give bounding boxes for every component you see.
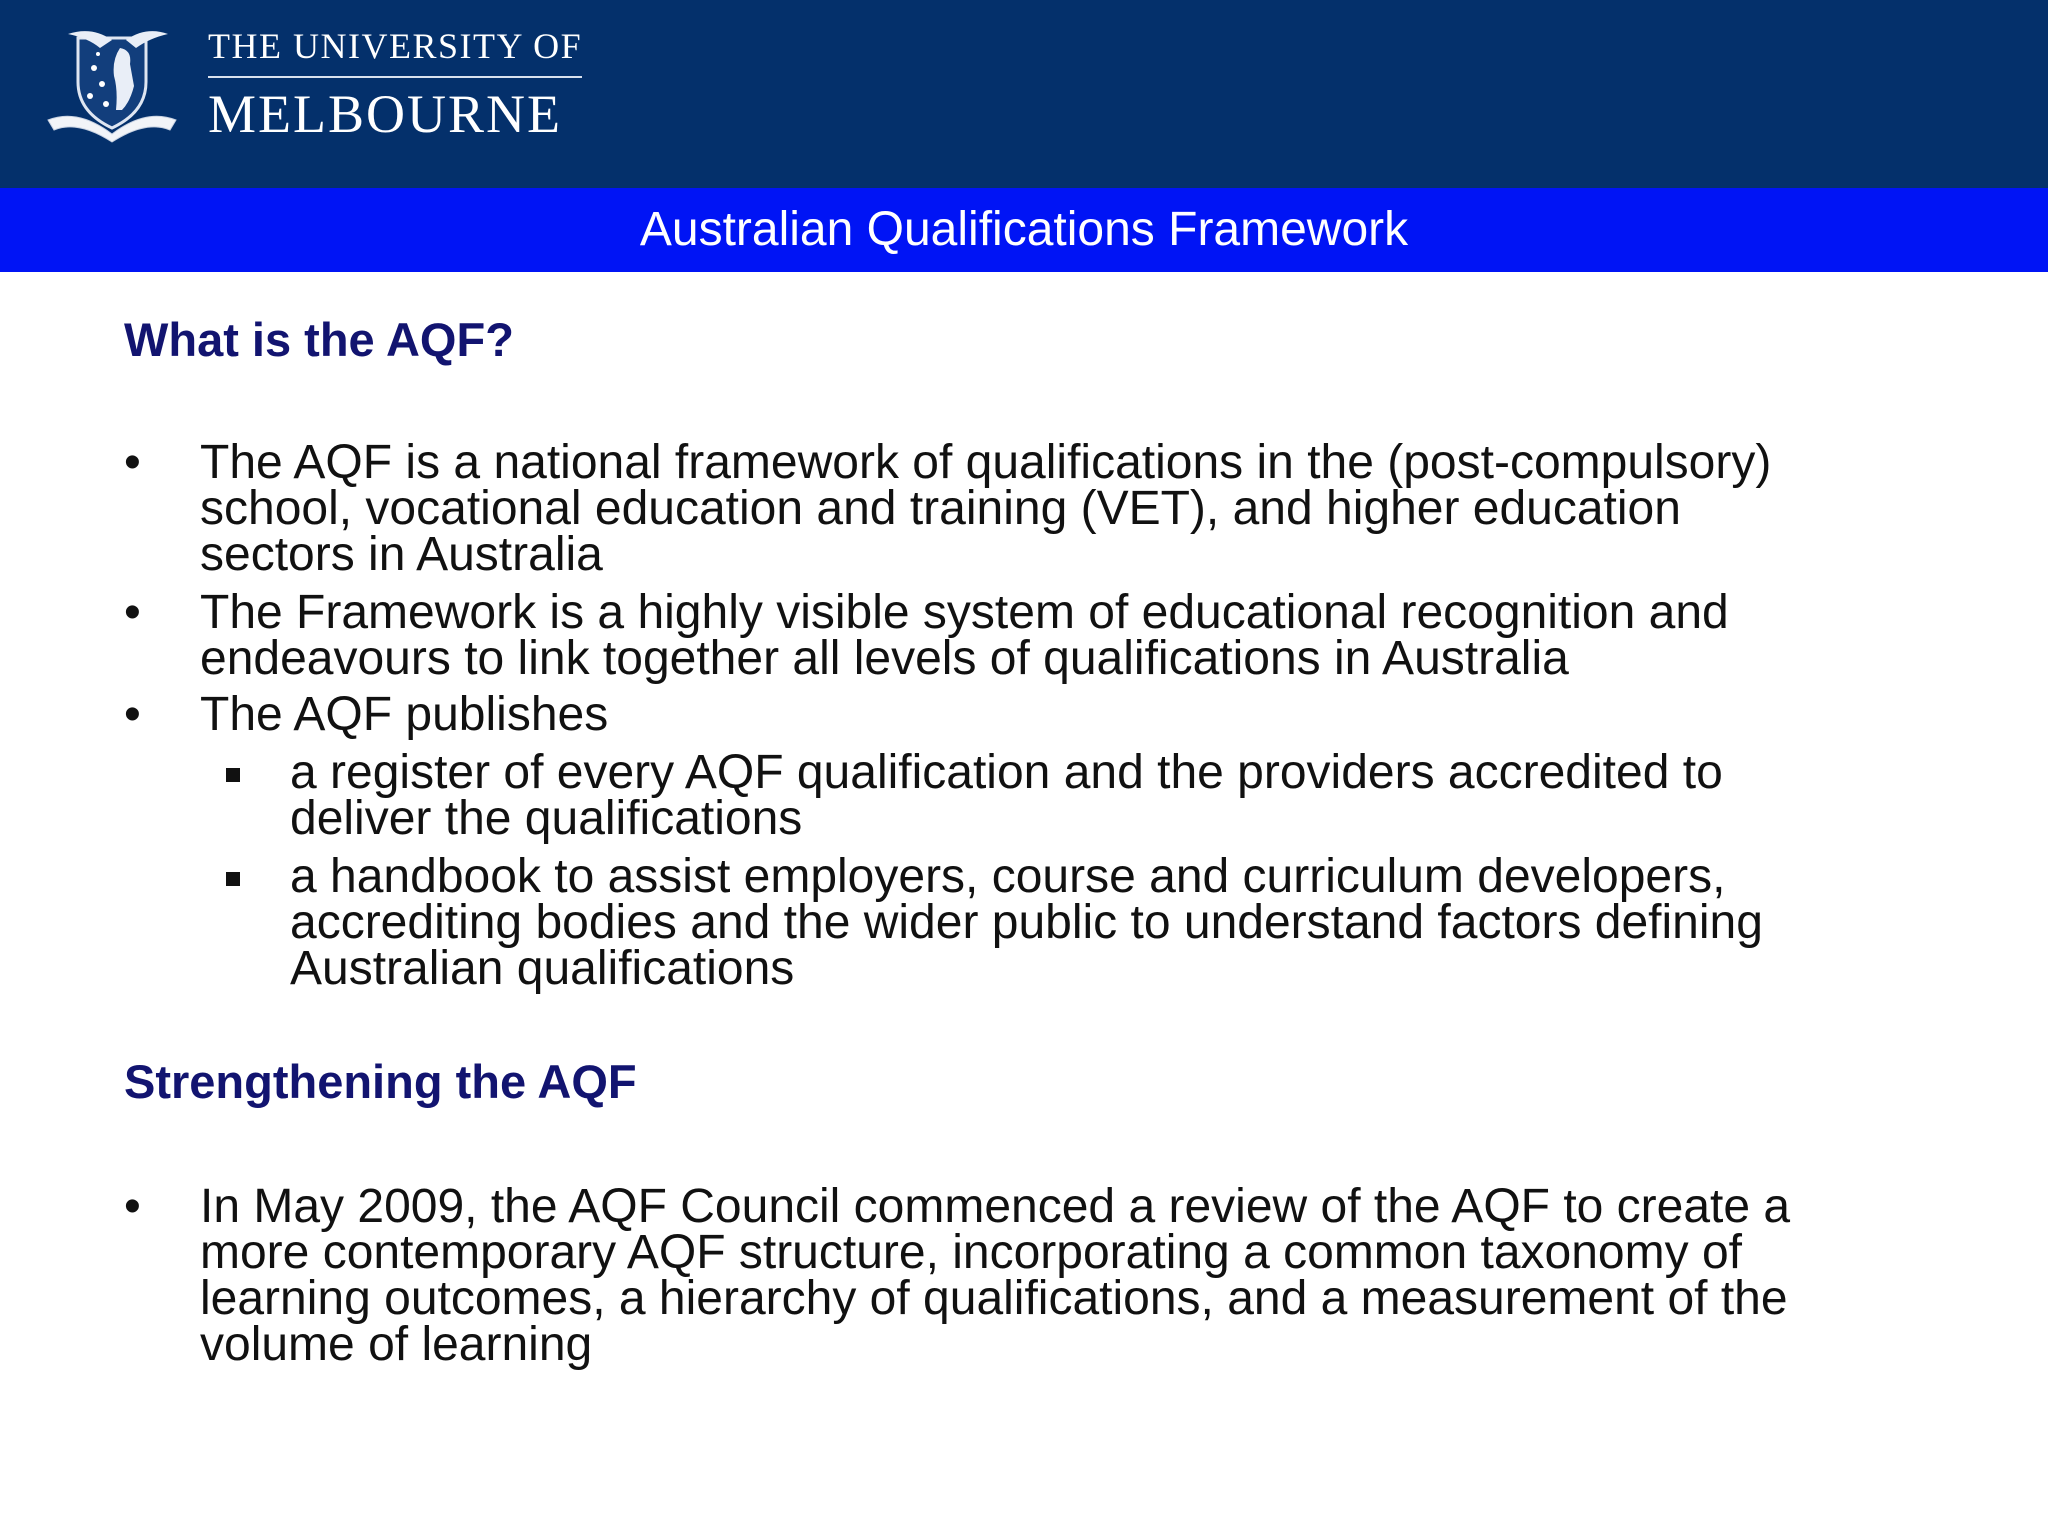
bullet-dot: • <box>124 436 141 489</box>
university-crest-logo <box>42 24 182 144</box>
sub-bullet-line: a handbook to assist employers, course and curriculum developers, <box>290 850 1726 903</box>
bullet-line: volume of learning <box>200 1318 593 1371</box>
university-wordmark <box>208 22 582 146</box>
university-name-line2: MELBOURNE <box>208 84 562 144</box>
bullet-line: The Framework is a highly visible system of educational recognition and <box>200 586 1729 639</box>
header-band <box>0 0 2048 188</box>
bullet-line: more contemporary AQF structure, incorporating a common taxonomy of <box>200 1226 1742 1279</box>
bullet-item <box>124 1180 1924 1371</box>
bullet-item <box>124 436 1924 581</box>
bullet-item <box>124 688 1924 741</box>
sub-bullet-line: accrediting bodies and the wider public to understand factors defining <box>290 896 1763 949</box>
bullet-text <box>200 586 2010 685</box>
sub-bullet-line: deliver the qualifications <box>290 792 803 845</box>
bullet-line: The AQF publishes <box>200 688 609 741</box>
sub-bullet-text <box>290 850 2048 995</box>
square-bullet-icon <box>226 872 240 886</box>
bullet-line: In May 2009, the AQF Council commenced a review of the AQF to create a <box>200 1180 1791 1233</box>
sub-bullet-line: Australian qualifications <box>290 942 795 995</box>
bullet-line: learning outcomes, a hierarchy of qualifications, and a measurement of the <box>200 1272 1788 1325</box>
bullet-text <box>200 436 2010 581</box>
bullet-text <box>200 688 2010 741</box>
bullet-line: endeavours to link together all levels of qualifications in Australia <box>200 632 1569 685</box>
bullet-dot: • <box>124 688 141 741</box>
bullet-text <box>200 1180 2010 1371</box>
title-band <box>0 188 2048 272</box>
bullet-line: The AQF is a national framework of qualifications in the (post-compulsory) <box>200 436 1772 489</box>
bullet-item <box>124 586 1924 685</box>
bullet-line: sectors in Australia <box>200 528 603 581</box>
section-heading-what-is-aqf: What is the AQF? <box>124 313 514 366</box>
university-name-line1: THE UNIVERSITY OF <box>208 22 582 78</box>
sub-bullet-item <box>226 746 1966 845</box>
bullet-dot: • <box>124 1180 141 1233</box>
sub-bullet-text <box>290 746 2048 845</box>
sub-bullet-item <box>226 850 1966 995</box>
bullet-dot: • <box>124 586 141 639</box>
slide-title: Australian Qualifications Framework <box>639 203 1409 256</box>
square-bullet-icon <box>226 768 240 782</box>
sub-bullet-line: a register of every AQF qualification and the providers accredited to <box>290 746 1723 799</box>
section-heading-strengthening-aqf: Strengthening the AQF <box>124 1055 637 1108</box>
bullet-line: school, vocational education and training (VET), and higher education <box>200 482 1681 535</box>
